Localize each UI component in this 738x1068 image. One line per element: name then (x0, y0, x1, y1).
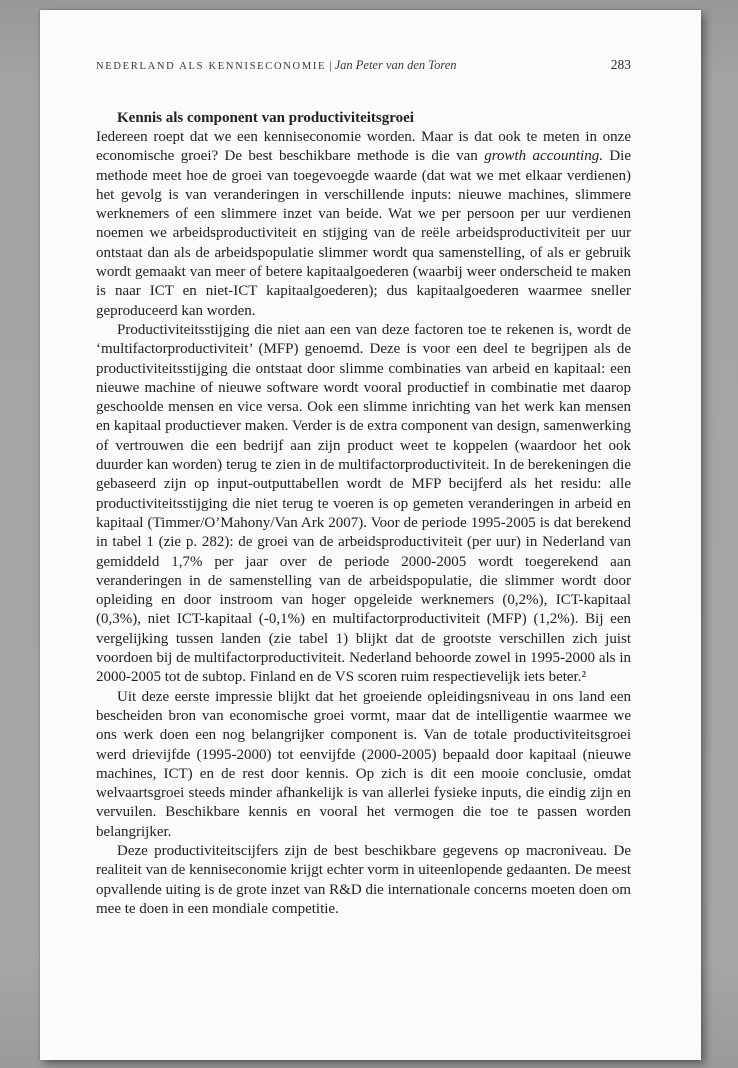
paragraph-3: Uit deze eerste impressie blijkt dat het groeiende opleidingsniveau in ons land een bescheiden bron van economische groei vormt, maar dat de intelligentie waarmee we ons werk doen een nog belangrijker component is. Van de totale productiviteitsgroei werd drievijfde (1995-2000) tot eenvijfde (2000-2005) bepaald door kapitaal (nieuwe machines, ICT) en de rest door kennis. Op zich is dit een mooie conclusie, omdat welvaartsgroei steeds minder afhankelijk is van allerlei fysieke inputs, die eindig zijn en vervuilen. Beschikbare kennis en vooral het vermogen die toe te passen worden belangrijker. (96, 688, 631, 840)
paragraph-1-italic-term: growth accounting. (484, 148, 603, 165)
section-heading: Kennis als component van productiviteitsgroei (117, 110, 414, 126)
page-number: 283 (610, 57, 631, 72)
running-header (96, 56, 631, 74)
book-page (40, 10, 701, 1060)
paragraph-2: Productiviteitsstijging die niet aan een van deze factoren toe te rekenen is, wordt de ‘multifactorproductiviteit’ (MFP) genoemd. Deze is voor een deel te begrijpen als de productiviteitsstijging die ontstaat door slimme combinaties van arbeid en kapitaal: een nieuwe machine of nieuwe software wordt vooral productief in combinatie met daarop geschoolde mensen en vice versa. Ook een slimme inrichting van het werk kan mensen en kapitaal productiever maken. Verder is de extra component van design, samenwerking of vertrouwen die een bedrijf aan zijn product weet te koppelen (waardoor het ook duurder kan worden) terug te zien in de multifactorproductiviteit. In de berekeningen die gebaseerd zijn op input-outputtabellen wordt de MFP becijferd als het residu: alle productiviteitsstijging die niet terug te voeren is op gemeten veranderingen in arbeid en kapitaal (Timmer/O’Mahony/Van Ark 2007). Voor de periode 1995-2005 is dat berekend in tabel 1 (zie p. 282): de groei van de arbeidsproductiviteit (per uur) in Nederland van gemiddeld 1,7% per jaar over de periode 2000-2005 wordt toegerekend aan veranderingen in de samenstelling van de arbeidspopulatie, die slimmer wordt door opleiding en door instroom van hoger opgeleide werknemers (0,2%), ICT-kapitaal (0,3%), niet ICT-kapitaal (-0,1%) en multifactorproductiviteit (MFP) (1,2%). Bij een vergelijking tussen landen (zie tabel 1) blijkt dat de grootste verschillen zich juist voordoen bij de multifactorproductiviteit. Nederland behoorde zowel in 1995-2000 als in 2000-2005 tot de subtop. Finland en de VS scoren ruim respectievelijk iets beter.² (96, 321, 631, 686)
header-separator: | (329, 58, 332, 72)
paragraph-4: Deze productiviteitscijfers zijn de best beschikbare gegevens op macroniveau. De realiteit van de kenniseconomie krijgt echter vorm in uiteenlopende gedaanten. De meest opvallende uiting is de grote inzet van R&D die internationale concerns moeten doen om mee te doen in een mondiale competitie. (96, 842, 631, 917)
paragraph-1 (96, 128, 631, 321)
running-header-left (96, 56, 457, 74)
running-title: NEDERLAND ALS KENNISECONOMIE (96, 61, 327, 72)
header-author: Jan Peter van den Toren (334, 58, 457, 72)
paragraph-1-rest: Die methode meet hoe de groei van toegevoegde waarde (dat wat we met elkaar verdienen) het gevolg is van veranderingen in verschillende inputs: nieuwe machines, slimmere werknemers of een slimmere inzet van beide. Wat we per persoon per uur verdienen noemen we arbeidsproductiviteit en stijging van de reële arbeidsproductiviteit per uur ontstaat dan als de arbeidspopulatie slimmer wordt qua samenstelling, of als er gebruik wordt gemaakt van meer of betere kapitaalgoederen (waarbij weer onderscheid te maken is naar ICT en niet-ICT kapitaalgoederen); dus kapitaalgoederen waarmee sneller geproduceerd kan worden. (96, 148, 631, 319)
paragraph-1-lead: Iedereen roept dat we een kenniseconomie worden. Maar is dat ook te meten in onze economische groei? De best beschikbare methode is die van (96, 129, 631, 165)
